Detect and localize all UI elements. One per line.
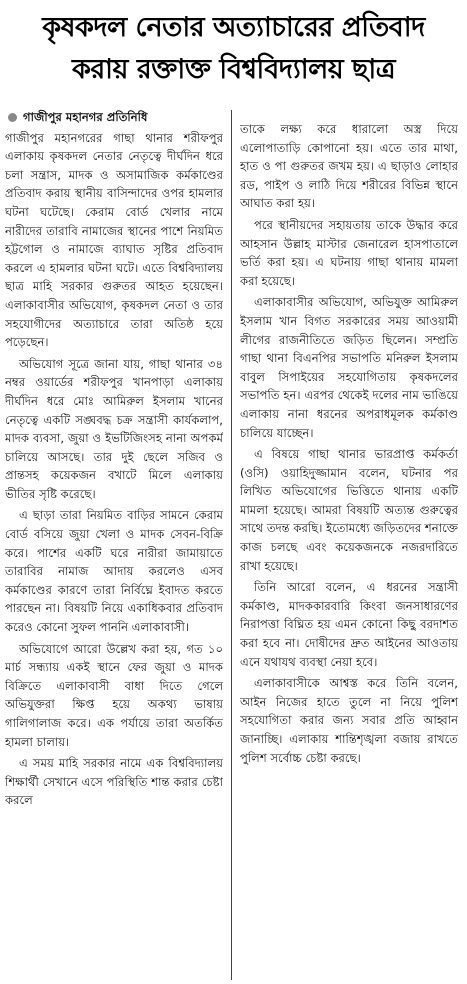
headline-line-1: কৃষকদল নেতার অত্যাচারের প্রতিবাদ [42,12,425,43]
byline [5,108,223,127]
left-column [5,108,223,984]
headline-line-2: করায় রক্তাক্ত বিশ্ববিদ্যালয় ছাত্র [71,54,396,85]
article-paragraph: এ সময় মাহি সরকার নামে এক বিশ্ববিদ্যালয় শিক্ষার্থী সেখানে এসে পরিস্থিতি শান্ত করার চেষ্টা করলে [5,756,223,808]
article-paragraph: এলাকাবাসীকে আশ্বস্ত করে তিনি বলেন, আইন নিজের হাতে তুলে না নিয়ে পুলিশ সহযোগিতা করার জন্য সবার প্রতি আহ্বান জানাচ্ছি। এলাকায় শান্তিশৃঙ্খলা বজায় রাখতে পুলিশ সর্বোচ্চ চেষ্টা করছে। [240,676,458,765]
article-paragraph: অভিযোগে আরো উল্লেখ করা হয়, গত ১০ মার্চ সন্ধ্যায় একই স্থানে ফের জুয়া ও মাদক বিক্রিতে এলাকাবাসী বাধা দিতে গেলে অভিযুক্তরা ক্ষিপ্ত হয়ে অকথ্য ভাষায় গালিগালাজ করে। এক পর্যায়ে তারা অতর্কিত হামলা চালায়। [5,641,223,749]
column-divider [231,110,232,980]
article-paragraph: এ বিষয়ে গাছা থানার ভারপ্রাপ্ত কর্মকর্তা (ওসি) ওয়াহিদুজ্জামান বলেন, ঘটনার পর লিখিত অভিযোগের ভিত্তিতে থানায় একটি মামলা হয়েছে। আমরা বিষয়টি অত্যন্ত গুরুত্বের সাথে তদন্ত করছি। ইতোমধ্যে জড়িতদের শনাক্তে কাজ চলছে এবং কয়েকজনকে নজরদারিতে রাখা হয়েছে। [240,447,458,573]
article-paragraph: গাজীপুর মহানগরের গাছা থানার শরীফপুর এলাকায় কৃষকদল নেতার নেতৃত্বে দীর্ঘদিন ধরে চলা সন্ত্রাস, মাদক ও অসামাজিক কর্মকাণ্ডের প্রতিবাদ করায় স্থানীয় বাসিন্দাদের ওপর হামলার ঘটনা ঘটেছে। কেরাম বোর্ড খেলার নামে নারীদের তারাবি নামাজের স্থানের পাশে নিয়মিত হট্টগোল ও নামাজে ব্যাঘাত সৃষ্টির প্রতিবাদ করলে এ হামলার ঘটনা ঘটে। এতে বিশ্ববিদ্যালয় ছাত্র মাহি সরকার গুরুতর আহত হয়েছেন। এলাকাবাসীর অভিযোগ, কৃষকদল নেতা ও তার সহযোগীদের অত্যাচারে তারা অতিষ্ঠ হয়ে পড়েছেন। [5,130,223,350]
bullet-icon [8,113,17,122]
article-paragraph: তাকে লক্ষ্য করে ধারালো অস্ত্র দিয়ে এলোপাতাড়ি কোপানো হয়। এতে তার মাথা, হাত ও পা গুরুতর জখম হয়। এ ছাড়াও লোহার রড, পাইপ ও লাঠি দিয়ে শরীরের বিভিন্ন স্থানে আঘাত করা হয়। [240,122,458,211]
byline-text: গাজীপুর মহানগর প্রতিনিধি [23,110,148,124]
right-column [240,120,458,984]
article-paragraph: অভিযোগ সূত্রে জানা যায়, গাছা থানার ৩৪ নম্বর ওয়ার্ডের শরীফপুর খানপাড়া এলাকায় দীর্ঘদিন ধরে মোঃ আমিরুল ইসলাম খানের নেতৃত্বে একটি সঙ্ঘবদ্ধ চক্র সন্ত্রাসী কার্যকলাপ, মাদক ব্যবসা, জুয়া ও ইভটিজিংসহ নানা অপকর্ম চালিয়ে আসছে। তার দুই ছেলে সজিব ও প্রান্তসহ কয়েকজন বখাটে মিলে এলাকায় ভীতির সৃষ্টি করেছে। [5,356,223,501]
article-paragraph: পরে স্থানীয়দের সহায়তায় তাকে উদ্ধার করে আহসান উল্লাহ মাস্টার জেনারেল হাসপাতালে ভর্তি করা হয়। এ ঘটনায় গাছা থানায় মামলা করা হয়েছে। [240,217,458,288]
article-paragraph: এ ছাড়া তারা নিয়মিত বাড়ির সামনে কেরাম বোর্ড বসিয়ে জুয়া খেলা ও মাদক সেবন-বিক্রি করে। পাশের একটি ঘরে নারীরা জামায়াতে তারাবির নামাজ আদায় করলেও এসব কর্মকাণ্ডের কারণে তারা নির্বিঘ্নে ইবাদত করতে পারছেন না। বিষয়টি নিয়ে একাধিকবার প্রতিবাদ করেও কোনো সুফল পাননি এলাকাবাসী। [5,508,223,635]
article-paragraph: তিনি আরো বলেন, এ ধরনের সন্ত্রাসী কর্মকাণ্ড, মাদককারবারি কিংবা জনসাধারণের নিরাপত্তা বিঘ্নিত হয় এমন কোনো কিছু বরদাশত করা হবে না। দোষীদের দ্রুত আইনের আওতায় এনে যথাযথ ব্যবস্থা নেয়া হবে। [240,580,458,669]
article-paragraph: এলাকাবাসীর অভিযোগ, অভিযুক্ত আমিরুল ইসলাম খান বিগত সরকারের সময় আওয়ামী লীগের রাজনীতিতে জড়িত ছিলেন। সম্প্রতি গাছা থানা বিএনপির সভাপতি মনিরুল ইসলাম বাবুল সিপাইয়ের সহযোগিতায় কৃষকদলের সভাপতি হন। এরপর থেকেই দলের নাম ভাঙিয়ে এলাকায় নানা ধরনের অপরাধমূলক কর্মকাণ্ড চালিয়ে যাচ্ছেন। [240,295,458,440]
